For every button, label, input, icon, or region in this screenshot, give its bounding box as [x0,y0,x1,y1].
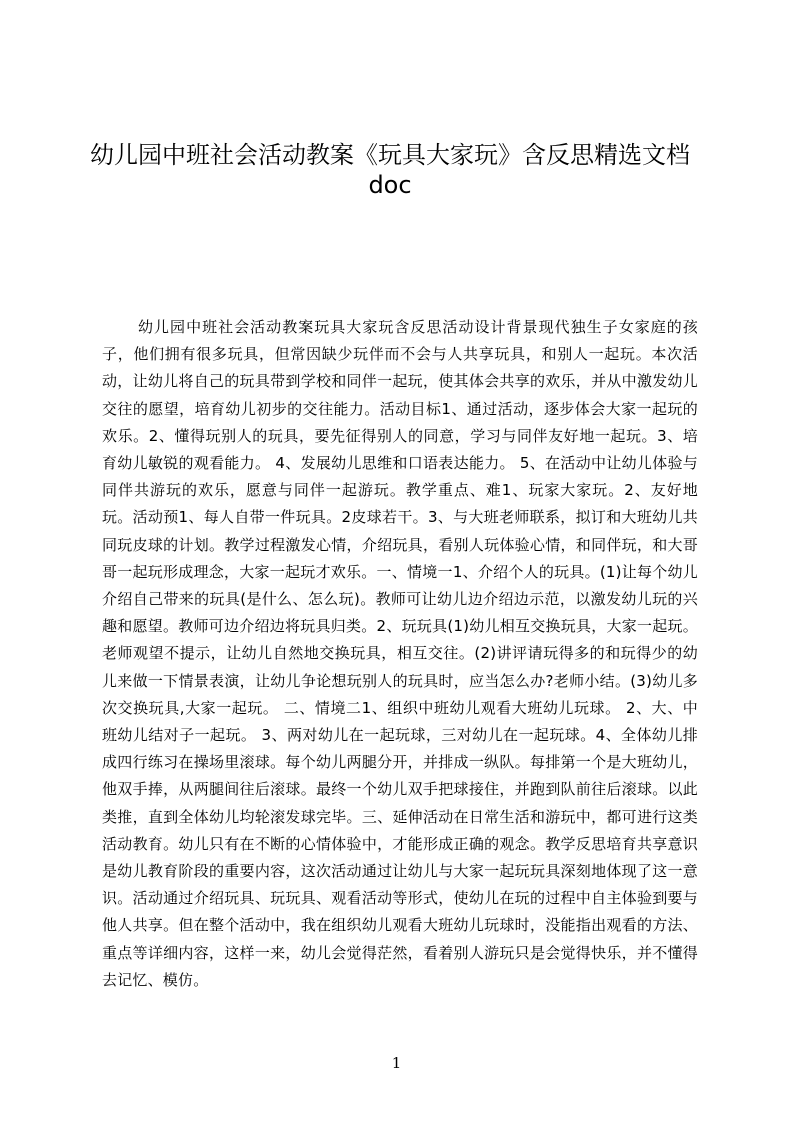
body-text-area [102,314,698,1014]
title-line-2: doc [368,171,412,199]
document-title [80,140,700,200]
page-number: 1 [391,1054,402,1072]
title-line-1: 幼儿园中班社会活动教案《玩具大家玩》含反思精选文档 [90,141,690,169]
body-paragraph: 幼儿园中班社会活动教案玩具大家玩含反思活动设计背景现代独生子女家庭的孩子，他们拥有很多玩具，但常因缺少玩伴而不会与人共享玩具，和别人一起玩。本次活动，让幼儿将自己的玩具带到学校和同伴一起玩，使其体会共享的欢乐，并从中激发幼儿交往的愿望，培育幼儿初步的交往能力。活动目标1、通过活动，逐步体会大家一起玩的欢乐。2、懂得玩别人的玩具，要先征得别人的同意，学习与同伴友好地一起玩。3、培育幼儿敏锐的观看能力。 4、发展幼儿思维和口语表达能力。 5、在活动中让幼儿体验与同伴共游玩的欢乐，愿意与同伴一起游玩。教学重点、难1、玩家大家玩。2、友好地玩。活动预1、每人自带一件玩具。2皮球若干。3、与大班老师联系，拟订和大班幼儿共同玩皮球的计划。教学过程激发心情，介绍玩具，看别人玩体验心情，和同伴玩，和大哥哥一起玩形成理念，大家一起玩才欢乐。一、情境一1、介绍个人的玩具。(1)让每个幼儿介绍自己带来的玩具(是什么、怎么玩)。教师可让幼儿边介绍边示范，以激发幼儿玩的兴趣和愿望。教师可边介绍边将玩具归类。2、玩玩具(1)幼儿相互交换玩具，大家一起玩。老师观望不提示，让幼儿自然地交换玩具，相互交往。(2)讲评请玩得多的和玩得少的幼儿来做一下情景表演，让幼儿争论想玩别人的玩具时，应当怎么办?老师小结。(3)幼儿多次交换玩具,大家一起玩。 二、情境二1、组织中班幼儿观看大班幼儿玩球。 2、大、中班幼儿结对子一起玩。 3、两对幼儿在一起玩球，三对幼儿在一起玩球。4、全体幼儿排成四行练习在操场里滚球。每个幼儿两腿分开，并排成一纵队。每排第一个是大班幼儿，他双手捧，从两腿间往后滚球。最终一个幼儿双手把球接住，并跑到队前往后滚球。以此类推，直到全体幼儿均轮滚发球完毕。三、延伸活动在日常生活和游玩中，都可进行这类活动教育。幼儿只有在不断的心情体验中，才能形成正确的观念。教学反思培育共享意识是幼儿教育阶段的重要内容，这次活动通过让幼儿与大家一起玩玩具深刻地体现了这一意识。活动通过介绍玩具、玩玩具、观看活动等形式，使幼儿在玩的过程中自主体验到要与他人共享。但在整个活动中，我在组织幼儿观看大班幼儿玩球时，没能指出观看的方法、重点等详细内容，这样一来，幼儿会觉得茫然，看着别人游玩只是会觉得快乐，并不懂得去记忆、模仿。 [102,318,698,989]
